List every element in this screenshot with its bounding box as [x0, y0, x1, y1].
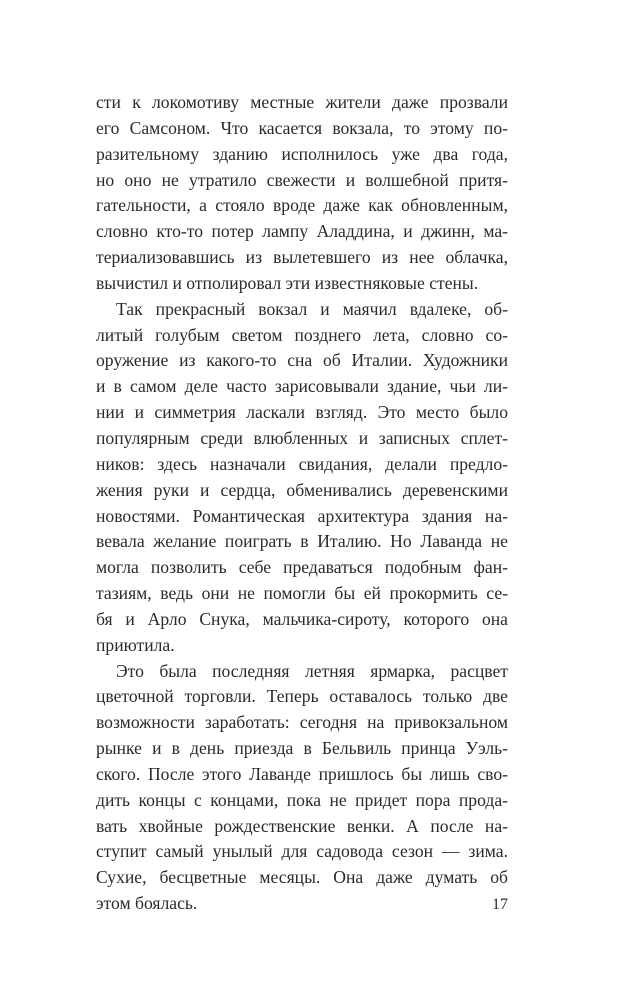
text-line: Так прекрасный вокзал и маячил вдалеке, об- [116, 298, 508, 319]
text-line: могла позволить себе предаваться подобным фан- [96, 557, 508, 578]
text-line: Сухие, бесцветные месяцы. Она даже думать об [96, 867, 508, 888]
text-line: литый голубым светом позднего лета, словно со- [96, 324, 508, 345]
page-body [96, 90, 508, 917]
text-line: возможности заработать: сегодня на привокзальном [96, 712, 508, 733]
text-line: сти к локомотиву местные жители даже прозвали [96, 92, 508, 112]
text-line: оружение из какого-то сна об Италии. Художники [96, 350, 508, 371]
text-line: разительному зданию исполнилось уже два года, [96, 143, 508, 164]
text-line: рынке и в день приезда в Бельвиль принца Уэль- [96, 738, 508, 759]
text-line: Это была последняя летняя ярмарка, расцвет [116, 660, 508, 681]
text-line: вычистил и отполировал эти известняковые стены. [96, 272, 479, 293]
text-line: словно кто-то потер лампу Аладдина, и джинн, ма- [96, 221, 508, 242]
text-line: гательности, а стояло вроде даже как обновленным, [96, 195, 508, 216]
text-line: его Самсоном. Что касается вокзала, то этому по- [96, 117, 508, 138]
text-line: но оно не утратило свежести и волшебной притя- [96, 169, 508, 190]
text-line: новостями. Романтическая архитектура здания на- [96, 505, 508, 526]
text-line: популярным среди влюбленных и записных сплет- [96, 427, 508, 448]
page-number: 17 [492, 896, 508, 913]
text-line: бя и Арло Снука, мальчика-сироту, которого она [96, 608, 508, 629]
text-line: приютила. [96, 634, 175, 655]
text-line: вевала желание поиграть в Италию. Но Лаванда не [96, 531, 508, 552]
paragraph [96, 90, 508, 297]
text-line: тазиям, ведь они не помогли бы ей прокормить се- [96, 583, 508, 604]
text-line: вать хвойные рождественские венки. А после на- [96, 815, 508, 836]
text-line: ского. После этого Лаванде пришлось бы лишь сво- [96, 763, 508, 784]
text-line: ников: здесь назначали свидания, делали предло- [96, 453, 508, 474]
text-line: и в самом деле часто зарисовывали здание, чьи ли- [96, 376, 508, 397]
text-line: нии и симметрия ласкали взгляд. Это место было [96, 402, 508, 423]
paragraph [96, 659, 508, 917]
text-line: дить концы с концами, пока не придет пора прода- [96, 789, 508, 810]
text-line: этом боялась. [96, 893, 198, 914]
text-line: жения руки и сердца, обменивались деревенскими [96, 479, 508, 500]
text-line: цветочной торговли. Теперь оставалось только две [96, 686, 508, 707]
text-line: териализовавшись из вылетевшего из нее облачка, [96, 247, 508, 268]
paragraph [96, 297, 508, 659]
text-line: ступит самый унылый для садовода сезон — зима. [96, 841, 508, 862]
